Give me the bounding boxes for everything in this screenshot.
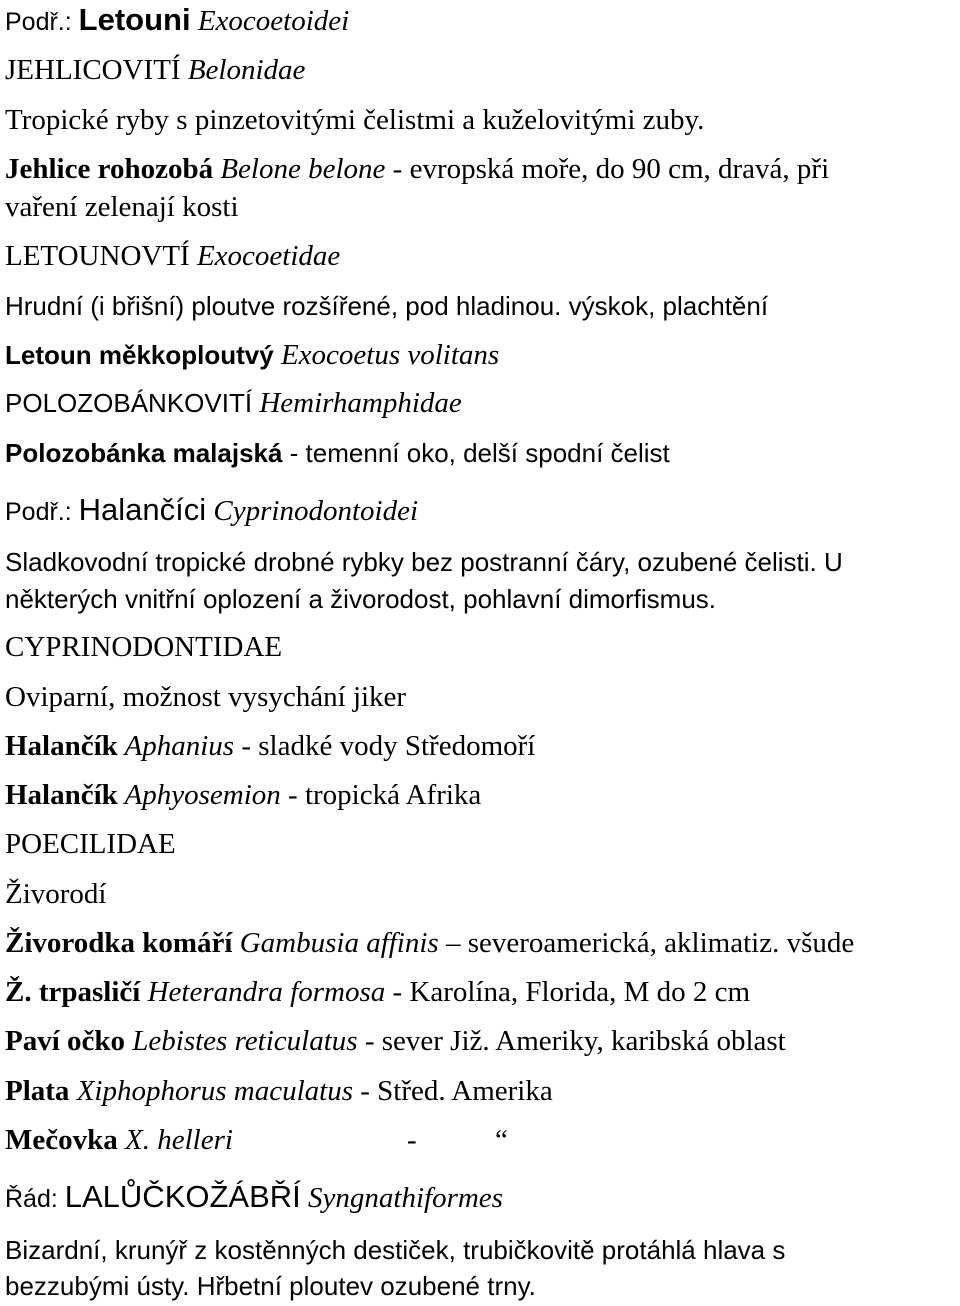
species-name: Ž. trpasličí <box>5 976 141 1008</box>
family-heading-letounovti <box>5 242 340 271</box>
species-description: - Střed. Amerika <box>353 1075 553 1107</box>
latin-name: Aphyosemion <box>117 779 281 811</box>
family-name: JEHLICOVITÍ <box>5 54 181 86</box>
order-heading-lalu <box>5 1181 503 1213</box>
latin-name: Belonidae <box>180 54 306 86</box>
latin-name: X. helleri <box>117 1124 233 1156</box>
description-text: Bizardní, krunýř z kostěnných destiček, trubičkovitě protáhlá hlava s <box>5 1235 786 1265</box>
family-heading-cyprinodontidae: CYPRINODONTIDAE <box>5 631 283 663</box>
taxon-name: Halančíci <box>78 492 207 527</box>
latin-name: Exocoetidae <box>189 240 341 272</box>
species-entry <box>5 1126 233 1155</box>
species-entry <box>5 978 750 1007</box>
description-text: Tropické ryby s pinzetovitými čelistmi a kuželovitými zuby. <box>5 104 705 136</box>
latin-name: Belone belone <box>213 153 386 185</box>
family-name: LETOUNOVTÍ <box>5 240 190 272</box>
species-name: Polozobánka malajská <box>5 438 283 468</box>
latin-name: Exocoetoidei <box>190 5 350 37</box>
species-name: Halančík <box>5 730 118 762</box>
latin-name: Cyprinodontoidei <box>206 495 419 527</box>
suborder-heading-halancici <box>5 494 418 526</box>
latin-name: Syngnathiformes <box>300 1182 503 1214</box>
rank-label: Podř.: <box>5 8 79 36</box>
species-description: - evropská moře, do 90 cm, dravá, při <box>385 153 830 185</box>
species-entry <box>5 341 499 370</box>
species-entry <box>5 1077 553 1106</box>
ditto-mark: “ <box>495 1124 508 1156</box>
species-name: Letoun měkkoploutvý <box>5 340 274 370</box>
taxon-name: LALŮČKOŽÁBŘÍ <box>64 1179 301 1214</box>
species-entry <box>5 440 670 466</box>
rank-label: Podř.: <box>5 498 79 526</box>
latin-name: Gambusia affinis <box>232 927 439 959</box>
description-text: Oviparní, možnost vysychání jiker <box>5 681 407 713</box>
species-name: Mečovka <box>5 1124 118 1156</box>
species-description: - tropická Afrika <box>280 779 482 811</box>
species-name: Jehlice rohozobá <box>5 153 214 185</box>
species-description: – severoamerická, aklimatiz. všude <box>438 927 855 959</box>
latin-name: Hemirhamphidae <box>252 387 462 419</box>
species-entry <box>5 929 854 958</box>
latin-name: Heterandra formosa <box>140 976 386 1008</box>
description-text: Hrudní (i břišní) ploutve rozšířené, pod hladinou. výskok, plachtění <box>5 291 769 321</box>
species-name: Halančík <box>5 779 118 811</box>
rank-label: Řád: <box>5 1185 65 1213</box>
description-text: vaření zelenají kosti <box>5 191 239 223</box>
ditto-dash: - <box>407 1124 417 1156</box>
species-name: Paví očko <box>5 1025 126 1057</box>
species-entry <box>5 732 535 761</box>
family-heading-poecilidae: POECILIDAE <box>5 828 176 860</box>
suborder-heading-letouni <box>5 4 349 36</box>
description-text: některých vnitřní oplození a živorodost, pohlavní dimorfismus. <box>5 584 717 614</box>
latin-name: Aphanius <box>117 730 235 762</box>
family-name: POLOZOBÁNKOVITÍ <box>5 388 253 418</box>
family-heading-jehlicoviti <box>5 56 305 85</box>
species-entry <box>5 781 481 810</box>
species-entry <box>5 1027 786 1056</box>
latin-name: Lebistes reticulatus <box>125 1025 358 1057</box>
latin-name: Exocoetus volitans <box>273 339 500 371</box>
taxon-name: Letouni <box>78 2 191 37</box>
species-description: - sladké vody Středomoří <box>234 730 536 762</box>
species-description: - Karolína, Florida, M do 2 cm <box>385 976 751 1008</box>
description-text: Živorodí <box>5 878 107 910</box>
species-name: Plata <box>5 1075 70 1107</box>
latin-name: Xiphophorus maculatus <box>69 1075 353 1107</box>
description-text: Sladkovodní tropické drobné rybky bez postranní čáry, ozubené čelisti. U <box>5 547 843 577</box>
family-heading-polozobankoviti <box>5 389 462 418</box>
species-entry <box>5 155 829 184</box>
species-description: - sever Již. Ameriky, karibská oblast <box>357 1025 786 1057</box>
species-name: Živorodka komáří <box>5 927 233 959</box>
species-description: - temenní oko, delší spodní čelist <box>282 438 670 468</box>
description-text: bezzubými ústy. Hřbetní ploutev ozubené trny. <box>5 1271 536 1301</box>
